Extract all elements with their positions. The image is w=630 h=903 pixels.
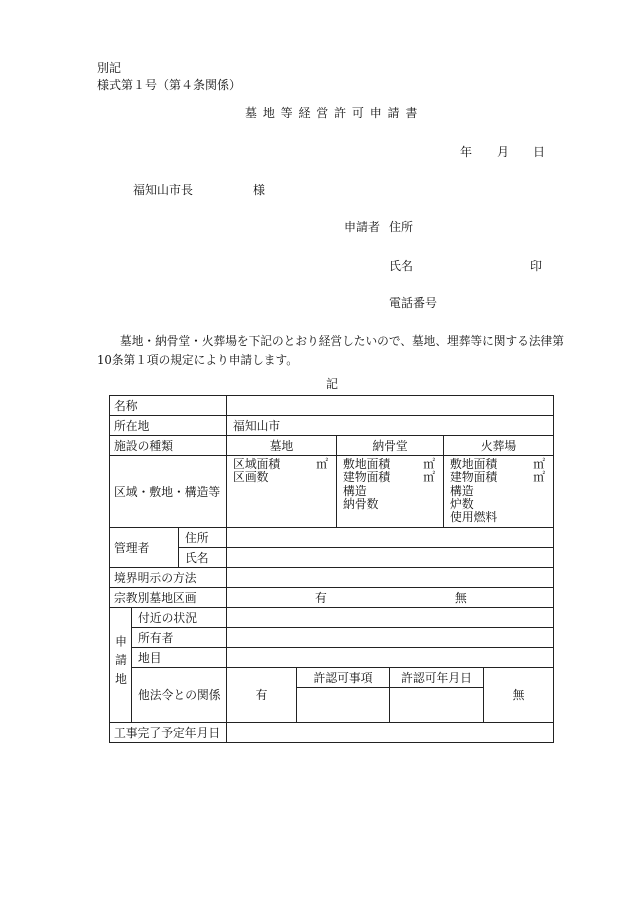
permit-items-label: 許認可事項: [297, 668, 390, 688]
row-owner: [110, 628, 554, 648]
area-label: 区域・敷地・構造等: [110, 456, 227, 528]
form-number: 様式第１号（第４条関係）: [97, 78, 242, 92]
completion-value: [227, 723, 554, 743]
ossuary-building-area-label: 建物面積: [343, 470, 391, 485]
area-ossuary-line: [343, 485, 435, 498]
site-label-cell: [110, 608, 132, 723]
other-laws-no: 無: [484, 668, 554, 723]
permit-items-value: [297, 688, 390, 723]
name-value: [227, 396, 554, 416]
location-value: 福知山市: [227, 416, 554, 436]
boundary-label: 境界明示の方法: [110, 568, 227, 588]
area-crematorium-line: [450, 485, 545, 498]
area-ossuary-cell: [337, 456, 444, 528]
area-ossuary-line: [343, 498, 435, 511]
date-year-label: 年: [460, 145, 473, 159]
body-text-line-2: 10条第１項の規定により申請します。: [97, 353, 298, 367]
row-area: [110, 456, 554, 528]
addressee-honorific: 様: [253, 183, 266, 197]
applicant-name-label: 氏名: [389, 259, 414, 273]
other-laws-label: 他法令との関係: [132, 668, 227, 723]
ossuary-site-area-label: 敷地面積: [343, 457, 391, 471]
square-meter-unit: ㎡: [316, 457, 329, 471]
location-label: 所在地: [110, 416, 227, 436]
area-cemetery-line: [233, 471, 328, 484]
row-completion: [110, 723, 554, 743]
area-crematorium-line: [450, 458, 545, 471]
row-name: [110, 396, 554, 416]
row-location: [110, 416, 554, 436]
religious-plots-options: [231, 591, 549, 605]
seal-mark: 印: [530, 259, 543, 273]
applicant-phone-label: 電話番号: [389, 296, 438, 310]
religious-plots-cell: [227, 588, 554, 608]
row-surroundings: [110, 608, 554, 628]
applicant-label: 申請者: [344, 220, 381, 234]
row-religious-plots: [110, 588, 554, 608]
religious-plots-no: 無: [455, 590, 467, 605]
crematorium-structure-label: 構造: [450, 483, 474, 498]
religious-plots-label: 宗教別墓地区画: [110, 588, 227, 608]
owner-value: [227, 628, 554, 648]
crematorium-building-area-label: 建物面積: [450, 470, 498, 485]
surroundings-label: 付近の状況: [132, 608, 227, 628]
date-month-label: 月: [497, 145, 510, 159]
crematorium-furnace-count-label: 炉数: [450, 496, 474, 511]
square-meter-unit: ㎡: [533, 470, 546, 485]
area-crematorium-line: [450, 511, 545, 524]
manager-name-value: [227, 548, 554, 568]
land-category-label: 地目: [132, 648, 227, 668]
facility-crematorium-header: 火葬場: [444, 436, 554, 456]
manager-label: 管理者: [110, 528, 179, 568]
square-meter-unit: ㎡: [533, 457, 546, 471]
cemetery-plot-count-label: 区画数: [233, 470, 269, 485]
application-table: [109, 395, 554, 743]
manager-address-value: [227, 528, 554, 548]
area-crematorium-line: [450, 471, 545, 484]
permit-date-label: 許認可年月日: [390, 668, 484, 688]
area-crematorium-line: [450, 498, 545, 511]
facility-cemetery-header: 墓地: [227, 436, 337, 456]
applicant-address-label: 住所: [389, 220, 414, 234]
ossuary-capacity-label: 納骨数: [343, 496, 379, 511]
completion-label: 工事完了予定年月日: [110, 723, 227, 743]
square-meter-unit: ㎡: [423, 470, 436, 485]
facility-type-label: 施設の種類: [110, 436, 227, 456]
note-heading: 記: [326, 377, 339, 391]
area-crematorium-cell: [444, 456, 554, 528]
crematorium-site-area-label: 敷地面積: [450, 457, 498, 471]
boundary-value: [227, 568, 554, 588]
body-text-line-1: 墓地・納骨堂・火葬場を下記のとおり経営したいので、墓地、埋葬等に関する法律第: [120, 334, 564, 348]
addressee-name: 福知山市長: [133, 183, 194, 197]
other-laws-yes: 有: [227, 668, 297, 723]
row-facility-type: [110, 436, 554, 456]
date-day-label: 日: [533, 145, 546, 159]
owner-label: 所有者: [132, 628, 227, 648]
square-meter-unit: ㎡: [423, 457, 436, 471]
surroundings-value: [227, 608, 554, 628]
document-title: 墓 地 等 経 営 許 可 申 請 書: [245, 106, 419, 120]
annex-label: 別記: [97, 61, 122, 75]
religious-plots-yes: 有: [315, 590, 327, 605]
facility-ossuary-header: 納骨堂: [337, 436, 444, 456]
area-cemetery-line: [233, 458, 328, 471]
manager-address-label: 住所: [179, 528, 227, 548]
area-ossuary-line: [343, 471, 435, 484]
cemetery-area-label: 区域面積: [233, 457, 281, 471]
manager-name-label: 氏名: [179, 548, 227, 568]
ossuary-structure-label: 構造: [343, 483, 367, 498]
row-boundary: [110, 568, 554, 588]
area-cemetery-cell: [227, 456, 337, 528]
row-other-laws-header: [110, 668, 554, 688]
land-category-value: [227, 648, 554, 668]
crematorium-fuel-label: 使用燃料: [450, 510, 498, 525]
row-manager-address: [110, 528, 554, 548]
name-label: 名称: [110, 396, 227, 416]
permit-date-value: [390, 688, 484, 723]
area-ossuary-line: [343, 458, 435, 471]
row-land-category: [110, 648, 554, 668]
site-label: 申請地: [113, 635, 128, 692]
